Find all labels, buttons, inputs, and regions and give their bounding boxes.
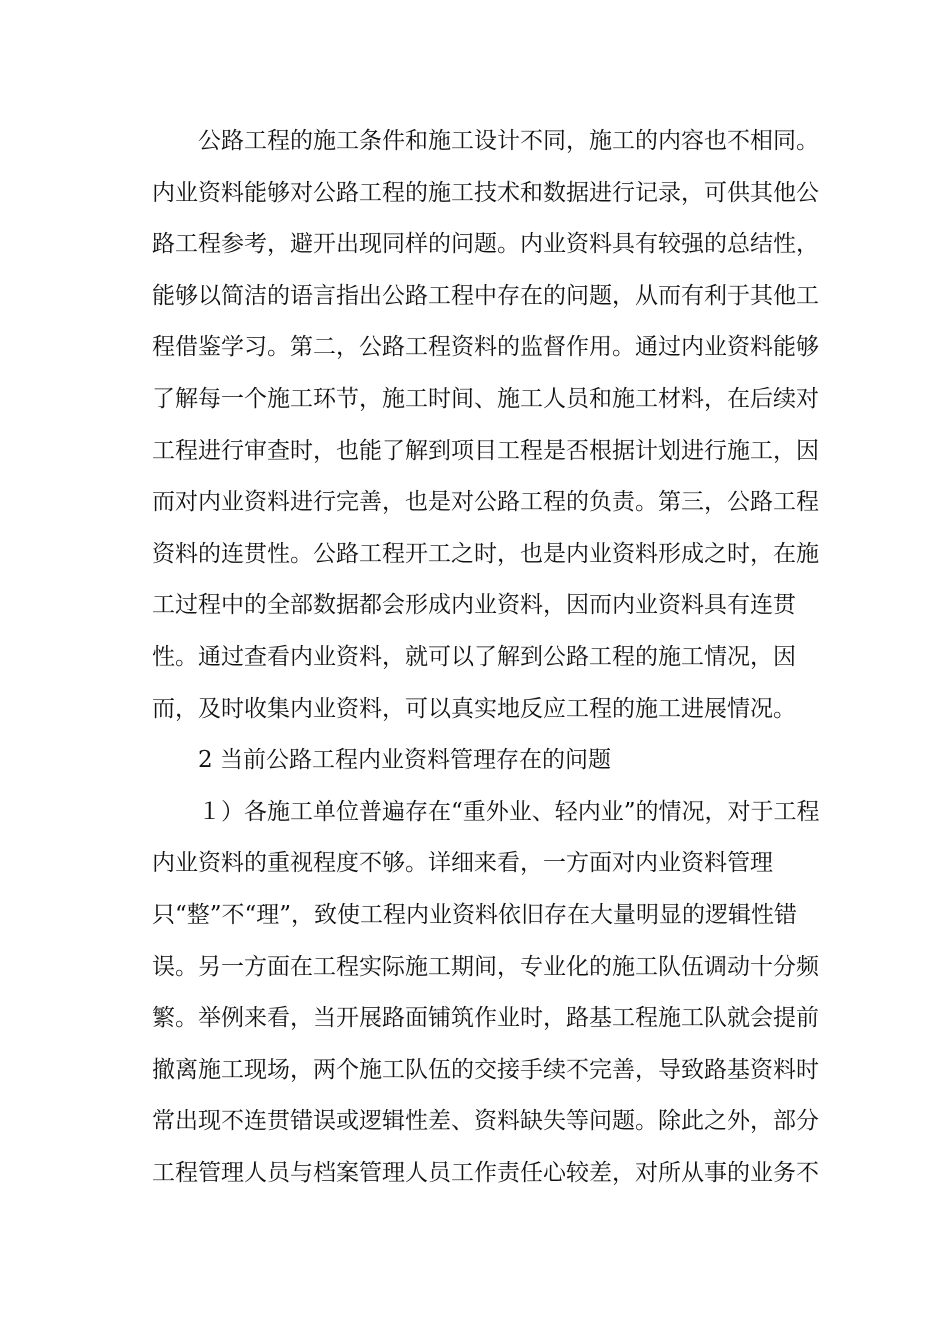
paragraph-line: 撤离施工现场，两个施工队伍的交接手续不完善，导致路基资料时 [152,1056,819,1083]
paragraph-line: 繁。举例来看，当开展路面铺筑作业时，路基工程施工队就会提前 [152,1005,819,1032]
paragraph-line: １）各施工单位普遍存在“重外业、轻内业”的情况，对于工程 [198,798,820,825]
paragraph-line: 程借鉴学习。第二，公路工程资料的监督作用。通过内业资料能够 [152,334,819,361]
paragraph-line: 误。另一方面在工程实际施工期间，专业化的施工队伍调动十分频 [152,953,819,980]
section-heading: 2 当前公路工程内业资料管理存在的问题 [198,747,611,774]
document-body [152,116,820,1199]
paragraph-line: 了解每一个施工环节，施工时间、施工人员和施工材料，在后续对 [152,385,819,412]
paragraph-line: 内业资料能够对公路工程的施工技术和数据进行记录，可供其他公 [152,179,819,206]
paragraph-line: 公路工程的施工条件和施工设计不同，施工的内容也不相同。 [198,128,819,154]
paragraph-line: 工程进行审查时，也能了解到项目工程是否根据计划进行施工，因 [152,437,819,464]
paragraph-line: 常出现不连贯错误或逻辑性差、资料缺失等问题。除此之外，部分 [152,1108,819,1135]
paragraph-line: 内业资料的重视程度不够。详细来看，一方面对内业资料管理 [152,850,773,877]
paragraph-line: 而对内业资料进行完善，也是对公路工程的负责。第三，公路工程 [152,489,819,516]
paragraph-line: 工过程中的全部数据都会形成内业资料，因而内业资料具有连贯 [152,592,796,619]
paragraph-line: 而，及时收集内业资料，可以真实地反应工程的施工进展情况。 [152,695,796,722]
paragraph-line: 工程管理人员与档案管理人员工作责任心较差，对所从事的业务不 [152,1159,819,1186]
paragraph-line: 路工程参考，避开出现同样的问题。内业资料具有较强的总结性， [152,231,819,258]
paragraph-line: 性。通过查看内业资料，就可以了解到公路工程的施工情况，因 [152,643,796,670]
paragraph-line: 资料的连贯性。公路工程开工之时，也是内业资料形成之时，在施 [152,540,819,567]
paragraph-line: 只“整”不“理”，致使工程内业资料依旧存在大量明显的逻辑性错 [152,901,798,928]
paragraph-line: 能够以简洁的语言指出公路工程中存在的问题，从而有利于其他工 [152,282,819,309]
